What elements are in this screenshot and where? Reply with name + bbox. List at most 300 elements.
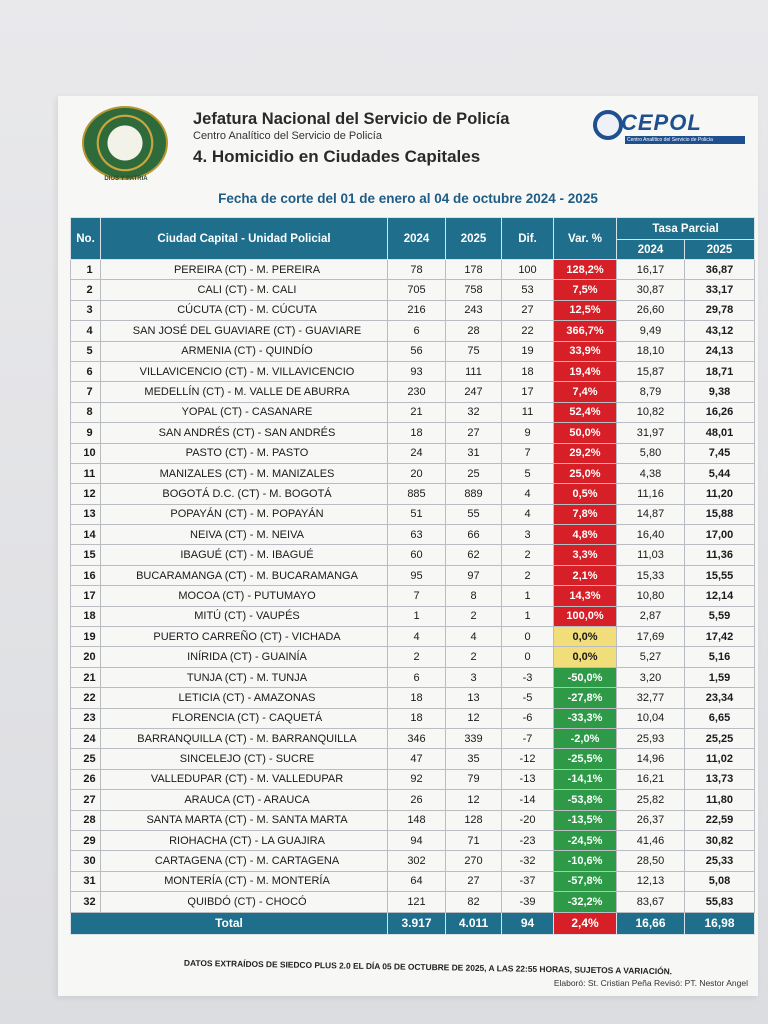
rate-2025: 6,65 bbox=[685, 708, 755, 728]
value-2025: 31 bbox=[446, 443, 502, 463]
row-no: 31 bbox=[71, 871, 101, 891]
rate-2025: 5,16 bbox=[685, 647, 755, 667]
city-name: ARAUCA (CT) - ARAUCA bbox=[101, 790, 388, 810]
value-2024: 95 bbox=[388, 565, 446, 585]
rate-2025: 33,17 bbox=[685, 280, 755, 300]
variation: 52,4% bbox=[554, 402, 617, 422]
variation: -50,0% bbox=[554, 667, 617, 687]
rate-2024: 26,60 bbox=[617, 300, 685, 320]
row-no: 6 bbox=[71, 361, 101, 381]
city-name: RIOHACHA (CT) - LA GUAJIRA bbox=[101, 830, 388, 850]
col-header-2024: 2024 bbox=[388, 218, 446, 260]
difference: 7 bbox=[502, 443, 554, 463]
city-name: PASTO (CT) - M. PASTO bbox=[101, 443, 388, 463]
difference: -14 bbox=[502, 790, 554, 810]
city-name: MONTERÍA (CT) - M. MONTERÍA bbox=[101, 871, 388, 891]
value-2025: 339 bbox=[446, 728, 502, 748]
report-subtitle: Centro Analítico del Servicio de Policía bbox=[193, 130, 382, 142]
rate-2024: 25,82 bbox=[617, 790, 685, 810]
difference: 0 bbox=[502, 647, 554, 667]
rate-2025: 25,33 bbox=[685, 851, 755, 871]
row-no: 16 bbox=[71, 565, 101, 585]
row-no: 19 bbox=[71, 627, 101, 647]
rate-2024: 16,40 bbox=[617, 525, 685, 545]
variation: 4,8% bbox=[554, 525, 617, 545]
difference: 9 bbox=[502, 423, 554, 443]
row-no: 32 bbox=[71, 892, 101, 912]
rate-2024: 15,87 bbox=[617, 361, 685, 381]
rate-2025: 5,08 bbox=[685, 871, 755, 891]
rate-2024: 5,80 bbox=[617, 443, 685, 463]
difference: 2 bbox=[502, 565, 554, 585]
value-2025: 71 bbox=[446, 830, 502, 850]
table-row bbox=[71, 728, 755, 748]
rate-2025: 30,82 bbox=[685, 830, 755, 850]
row-no: 4 bbox=[71, 321, 101, 341]
row-no: 18 bbox=[71, 606, 101, 626]
value-2025: 3 bbox=[446, 667, 502, 687]
rate-2025: 24,13 bbox=[685, 341, 755, 361]
table-row bbox=[71, 627, 755, 647]
variation: -25,5% bbox=[554, 749, 617, 769]
value-2025: 111 bbox=[446, 361, 502, 381]
rate-2024: 11,03 bbox=[617, 545, 685, 565]
value-2024: 18 bbox=[388, 688, 446, 708]
variation: -53,8% bbox=[554, 790, 617, 810]
row-no: 14 bbox=[71, 525, 101, 545]
rate-2025: 13,73 bbox=[685, 769, 755, 789]
difference: -32 bbox=[502, 851, 554, 871]
city-name: SAN ANDRÉS (CT) - SAN ANDRÉS bbox=[101, 423, 388, 443]
rate-2025: 16,26 bbox=[685, 402, 755, 422]
variation: 2,1% bbox=[554, 565, 617, 585]
value-2024: 21 bbox=[388, 402, 446, 422]
value-2024: 346 bbox=[388, 728, 446, 748]
variation: 12,5% bbox=[554, 300, 617, 320]
value-2024: 56 bbox=[388, 341, 446, 361]
difference: 27 bbox=[502, 300, 554, 320]
value-2025: 178 bbox=[446, 260, 502, 280]
total-var: 2,4% bbox=[554, 912, 617, 934]
difference: 0 bbox=[502, 627, 554, 647]
total-dif: 94 bbox=[502, 912, 554, 934]
table-row bbox=[71, 871, 755, 891]
row-no: 3 bbox=[71, 300, 101, 320]
value-2024: 51 bbox=[388, 504, 446, 524]
value-2024: 148 bbox=[388, 810, 446, 830]
table-row bbox=[71, 810, 755, 830]
row-no: 1 bbox=[71, 260, 101, 280]
table-row bbox=[71, 361, 755, 381]
row-no: 21 bbox=[71, 667, 101, 687]
cepol-logo-text: CEPOL bbox=[621, 110, 702, 135]
row-no: 12 bbox=[71, 484, 101, 504]
rate-2024: 12,13 bbox=[617, 871, 685, 891]
table-row bbox=[71, 851, 755, 871]
value-2024: 93 bbox=[388, 361, 446, 381]
value-2025: 270 bbox=[446, 851, 502, 871]
row-no: 26 bbox=[71, 769, 101, 789]
difference: 11 bbox=[502, 402, 554, 422]
row-no: 11 bbox=[71, 463, 101, 483]
rate-2025: 25,25 bbox=[685, 728, 755, 748]
row-no: 20 bbox=[71, 647, 101, 667]
city-name: BUCARAMANGA (CT) - M. BUCARAMANGA bbox=[101, 565, 388, 585]
difference: -7 bbox=[502, 728, 554, 748]
city-name: LETICIA (CT) - AMAZONAS bbox=[101, 688, 388, 708]
difference: -3 bbox=[502, 667, 554, 687]
variation: -13,5% bbox=[554, 810, 617, 830]
row-no: 15 bbox=[71, 545, 101, 565]
rate-2025: 18,71 bbox=[685, 361, 755, 381]
value-2025: 55 bbox=[446, 504, 502, 524]
table-row bbox=[71, 443, 755, 463]
rate-2025: 43,12 bbox=[685, 321, 755, 341]
total-label: Total bbox=[71, 912, 388, 934]
police-seal-icon bbox=[82, 106, 168, 180]
rate-2025: 15,88 bbox=[685, 504, 755, 524]
table-row bbox=[71, 341, 755, 361]
city-name: TUNJA (CT) - M. TUNJA bbox=[101, 667, 388, 687]
table-row bbox=[71, 606, 755, 626]
row-no: 13 bbox=[71, 504, 101, 524]
rate-2025: 29,78 bbox=[685, 300, 755, 320]
city-name: VILLAVICENCIO (CT) - M. VILLAVICENCIO bbox=[101, 361, 388, 381]
difference: -13 bbox=[502, 769, 554, 789]
city-name: BARRANQUILLA (CT) - M. BARRANQUILLA bbox=[101, 728, 388, 748]
city-name: POPAYÁN (CT) - M. POPAYÁN bbox=[101, 504, 388, 524]
rate-2024: 3,20 bbox=[617, 667, 685, 687]
signatures: Elaboró: St. Cristian Peña Revisó: PT. Nestor Angel bbox=[553, 978, 748, 988]
variation: 50,0% bbox=[554, 423, 617, 443]
city-name: CÚCUTA (CT) - M. CÚCUTA bbox=[101, 300, 388, 320]
difference: -37 bbox=[502, 871, 554, 891]
row-no: 30 bbox=[71, 851, 101, 871]
value-2025: 12 bbox=[446, 708, 502, 728]
value-2024: 18 bbox=[388, 423, 446, 443]
city-name: MITÚ (CT) - VAUPÉS bbox=[101, 606, 388, 626]
value-2024: 885 bbox=[388, 484, 446, 504]
value-2024: 1 bbox=[388, 606, 446, 626]
difference: -20 bbox=[502, 810, 554, 830]
difference: 17 bbox=[502, 382, 554, 402]
rate-2024: 4,38 bbox=[617, 463, 685, 483]
value-2024: 216 bbox=[388, 300, 446, 320]
variation: -32,2% bbox=[554, 892, 617, 912]
value-2024: 705 bbox=[388, 280, 446, 300]
rate-2025: 11,80 bbox=[685, 790, 755, 810]
rate-2025: 7,45 bbox=[685, 443, 755, 463]
value-2025: 25 bbox=[446, 463, 502, 483]
rate-2025: 11,36 bbox=[685, 545, 755, 565]
rate-2025: 36,87 bbox=[685, 260, 755, 280]
table-row bbox=[71, 769, 755, 789]
value-2024: 20 bbox=[388, 463, 446, 483]
variation: -2,0% bbox=[554, 728, 617, 748]
value-2024: 6 bbox=[388, 321, 446, 341]
table-row bbox=[71, 423, 755, 443]
variation: 7,5% bbox=[554, 280, 617, 300]
value-2024: 94 bbox=[388, 830, 446, 850]
col-header-dif: Dif. bbox=[502, 218, 554, 260]
col-header-var: Var. % bbox=[554, 218, 617, 260]
table-row bbox=[71, 321, 755, 341]
rate-2025: 11,20 bbox=[685, 484, 755, 504]
value-2024: 60 bbox=[388, 545, 446, 565]
row-no: 28 bbox=[71, 810, 101, 830]
variation: 29,2% bbox=[554, 443, 617, 463]
table-row bbox=[71, 402, 755, 422]
difference: 19 bbox=[502, 341, 554, 361]
report-title: Jefatura Nacional del Servicio de Policía bbox=[193, 110, 510, 128]
variation: 7,4% bbox=[554, 382, 617, 402]
rate-2024: 10,04 bbox=[617, 708, 685, 728]
value-2025: 62 bbox=[446, 545, 502, 565]
variation: 128,2% bbox=[554, 260, 617, 280]
difference: 4 bbox=[502, 504, 554, 524]
variation: 0,0% bbox=[554, 627, 617, 647]
city-name: MOCOA (CT) - PUTUMAYO bbox=[101, 586, 388, 606]
value-2024: 6 bbox=[388, 667, 446, 687]
total-tasa-2025: 16,98 bbox=[685, 912, 755, 934]
rate-2025: 5,59 bbox=[685, 606, 755, 626]
rate-2024: 30,87 bbox=[617, 280, 685, 300]
table-row bbox=[71, 300, 755, 320]
variation: -33,3% bbox=[554, 708, 617, 728]
city-name: QUIBDÓ (CT) - CHOCÓ bbox=[101, 892, 388, 912]
value-2024: 26 bbox=[388, 790, 446, 810]
value-2024: 18 bbox=[388, 708, 446, 728]
total-tasa-2024: 16,66 bbox=[617, 912, 685, 934]
table-row bbox=[71, 749, 755, 769]
rate-2025: 48,01 bbox=[685, 423, 755, 443]
difference: 1 bbox=[502, 586, 554, 606]
rate-2024: 26,37 bbox=[617, 810, 685, 830]
col-header-tasa-2025: 2025 bbox=[685, 240, 755, 260]
rate-2025: 1,59 bbox=[685, 667, 755, 687]
variation: 0,0% bbox=[554, 647, 617, 667]
value-2025: 2 bbox=[446, 606, 502, 626]
rate-2024: 28,50 bbox=[617, 851, 685, 871]
table-row bbox=[71, 504, 755, 524]
city-name: MEDELLÍN (CT) - M. VALLE DE ABURRA bbox=[101, 382, 388, 402]
difference: 5 bbox=[502, 463, 554, 483]
col-header-tasa: Tasa Parcial bbox=[617, 218, 755, 240]
data-source-note: DATOS EXTRAÍDOS DE SIEDCO PLUS 2.0 EL DÍA 05 DE OCTUBRE DE 2025, A LAS 22:55 HORAS, SUJETOS A VARIACIÓN. bbox=[183, 957, 673, 977]
cepol-logo bbox=[593, 104, 753, 148]
row-no: 25 bbox=[71, 749, 101, 769]
rate-2025: 17,42 bbox=[685, 627, 755, 647]
difference: 1 bbox=[502, 606, 554, 626]
variation: 366,7% bbox=[554, 321, 617, 341]
rate-2024: 17,69 bbox=[617, 627, 685, 647]
difference: -6 bbox=[502, 708, 554, 728]
variation: 33,9% bbox=[554, 341, 617, 361]
variation: 100,0% bbox=[554, 606, 617, 626]
table-row bbox=[71, 790, 755, 810]
rate-2024: 25,93 bbox=[617, 728, 685, 748]
rate-2024: 5,27 bbox=[617, 647, 685, 667]
row-no: 10 bbox=[71, 443, 101, 463]
report-header bbox=[58, 96, 758, 216]
rate-2024: 18,10 bbox=[617, 341, 685, 361]
value-2024: 2 bbox=[388, 647, 446, 667]
col-header-city: Ciudad Capital - Unidad Policial bbox=[101, 218, 388, 260]
value-2025: 12 bbox=[446, 790, 502, 810]
table-row bbox=[71, 280, 755, 300]
col-header-2025: 2025 bbox=[446, 218, 502, 260]
rate-2024: 14,87 bbox=[617, 504, 685, 524]
variation: 3,3% bbox=[554, 545, 617, 565]
variation: 14,3% bbox=[554, 586, 617, 606]
city-name: MANIZALES (CT) - M. MANIZALES bbox=[101, 463, 388, 483]
rate-2024: 10,82 bbox=[617, 402, 685, 422]
value-2024: 92 bbox=[388, 769, 446, 789]
value-2025: 82 bbox=[446, 892, 502, 912]
magnifier-globe-icon bbox=[593, 110, 623, 140]
row-no: 23 bbox=[71, 708, 101, 728]
rate-2025: 5,44 bbox=[685, 463, 755, 483]
value-2025: 79 bbox=[446, 769, 502, 789]
city-name: IBAGUÉ (CT) - M. IBAGUÉ bbox=[101, 545, 388, 565]
value-2025: 4 bbox=[446, 627, 502, 647]
value-2025: 247 bbox=[446, 382, 502, 402]
variation: -24,5% bbox=[554, 830, 617, 850]
rate-2024: 32,77 bbox=[617, 688, 685, 708]
value-2025: 8 bbox=[446, 586, 502, 606]
value-2025: 32 bbox=[446, 402, 502, 422]
table-row bbox=[71, 830, 755, 850]
homicide-table bbox=[70, 217, 755, 935]
rate-2025: 22,59 bbox=[685, 810, 755, 830]
table-row bbox=[71, 667, 755, 687]
rate-2025: 23,34 bbox=[685, 688, 755, 708]
variation: 19,4% bbox=[554, 361, 617, 381]
rate-2024: 15,33 bbox=[617, 565, 685, 585]
difference: 100 bbox=[502, 260, 554, 280]
rate-2025: 9,38 bbox=[685, 382, 755, 402]
rate-2024: 41,46 bbox=[617, 830, 685, 850]
value-2025: 27 bbox=[446, 871, 502, 891]
row-no: 22 bbox=[71, 688, 101, 708]
difference: 3 bbox=[502, 525, 554, 545]
difference: 22 bbox=[502, 321, 554, 341]
cutoff-date: Fecha de corte del 01 de enero al 04 de octubre 2024 - 2025 bbox=[218, 191, 598, 206]
city-name: PUERTO CARREÑO (CT) - VICHADA bbox=[101, 627, 388, 647]
table-row bbox=[71, 647, 755, 667]
total-2024: 3.917 bbox=[388, 912, 446, 934]
difference: 4 bbox=[502, 484, 554, 504]
table-row bbox=[71, 565, 755, 585]
table-row bbox=[71, 525, 755, 545]
row-no: 29 bbox=[71, 830, 101, 850]
rate-2024: 11,16 bbox=[617, 484, 685, 504]
value-2024: 302 bbox=[388, 851, 446, 871]
total-2025: 4.011 bbox=[446, 912, 502, 934]
city-name: SANTA MARTA (CT) - M. SANTA MARTA bbox=[101, 810, 388, 830]
city-name: PEREIRA (CT) - M. PEREIRA bbox=[101, 260, 388, 280]
rate-2024: 2,87 bbox=[617, 606, 685, 626]
value-2025: 13 bbox=[446, 688, 502, 708]
value-2025: 889 bbox=[446, 484, 502, 504]
value-2024: 47 bbox=[388, 749, 446, 769]
row-no: 8 bbox=[71, 402, 101, 422]
value-2025: 75 bbox=[446, 341, 502, 361]
table-row bbox=[71, 688, 755, 708]
city-name: SAN JOSÉ DEL GUAVIARE (CT) - GUAVIARE bbox=[101, 321, 388, 341]
city-name: NEIVA (CT) - M. NEIVA bbox=[101, 525, 388, 545]
section-title: 4. Homicidio en Ciudades Capitales bbox=[193, 147, 481, 166]
row-no: 7 bbox=[71, 382, 101, 402]
table-row bbox=[71, 586, 755, 606]
rate-2024: 14,96 bbox=[617, 749, 685, 769]
rate-2025: 55,83 bbox=[685, 892, 755, 912]
rate-2025: 11,02 bbox=[685, 749, 755, 769]
city-name: FLORENCIA (CT) - CAQUETÁ bbox=[101, 708, 388, 728]
rate-2025: 15,55 bbox=[685, 565, 755, 585]
table-row bbox=[71, 463, 755, 483]
table-row bbox=[71, 708, 755, 728]
rate-2024: 31,97 bbox=[617, 423, 685, 443]
value-2024: 7 bbox=[388, 586, 446, 606]
table-row bbox=[71, 892, 755, 912]
table-body bbox=[71, 260, 755, 913]
value-2025: 27 bbox=[446, 423, 502, 443]
variation: -57,8% bbox=[554, 871, 617, 891]
rate-2024: 8,79 bbox=[617, 382, 685, 402]
variation: -10,6% bbox=[554, 851, 617, 871]
variation: -27,8% bbox=[554, 688, 617, 708]
value-2024: 78 bbox=[388, 260, 446, 280]
variation: -14,1% bbox=[554, 769, 617, 789]
value-2024: 4 bbox=[388, 627, 446, 647]
value-2024: 64 bbox=[388, 871, 446, 891]
row-no: 2 bbox=[71, 280, 101, 300]
city-name: ARMENIA (CT) - QUINDÍO bbox=[101, 341, 388, 361]
table-row bbox=[71, 260, 755, 280]
value-2025: 243 bbox=[446, 300, 502, 320]
seal-motto: DIOS Y PATRIA bbox=[104, 176, 148, 182]
city-name: VALLEDUPAR (CT) - M. VALLEDUPAR bbox=[101, 769, 388, 789]
city-name: YOPAL (CT) - CASANARE bbox=[101, 402, 388, 422]
city-name: CARTAGENA (CT) - M. CARTAGENA bbox=[101, 851, 388, 871]
total-row bbox=[71, 912, 755, 934]
cepol-logo-tag: Centro Analítico del Servicio de Policía bbox=[625, 136, 745, 144]
difference: -23 bbox=[502, 830, 554, 850]
city-name: CALI (CT) - M. CALI bbox=[101, 280, 388, 300]
difference: 53 bbox=[502, 280, 554, 300]
value-2025: 97 bbox=[446, 565, 502, 585]
table-row bbox=[71, 484, 755, 504]
table-row bbox=[71, 382, 755, 402]
rate-2024: 16,21 bbox=[617, 769, 685, 789]
row-no: 24 bbox=[71, 728, 101, 748]
rate-2024: 83,67 bbox=[617, 892, 685, 912]
difference: 18 bbox=[502, 361, 554, 381]
value-2024: 230 bbox=[388, 382, 446, 402]
difference: -39 bbox=[502, 892, 554, 912]
value-2025: 2 bbox=[446, 647, 502, 667]
variation: 0,5% bbox=[554, 484, 617, 504]
rate-2024: 9,49 bbox=[617, 321, 685, 341]
report-sheet bbox=[58, 96, 758, 996]
variation: 7,8% bbox=[554, 504, 617, 524]
value-2024: 121 bbox=[388, 892, 446, 912]
row-no: 17 bbox=[71, 586, 101, 606]
city-name: SINCELEJO (CT) - SUCRE bbox=[101, 749, 388, 769]
value-2025: 28 bbox=[446, 321, 502, 341]
col-header-tasa-2024: 2024 bbox=[617, 240, 685, 260]
